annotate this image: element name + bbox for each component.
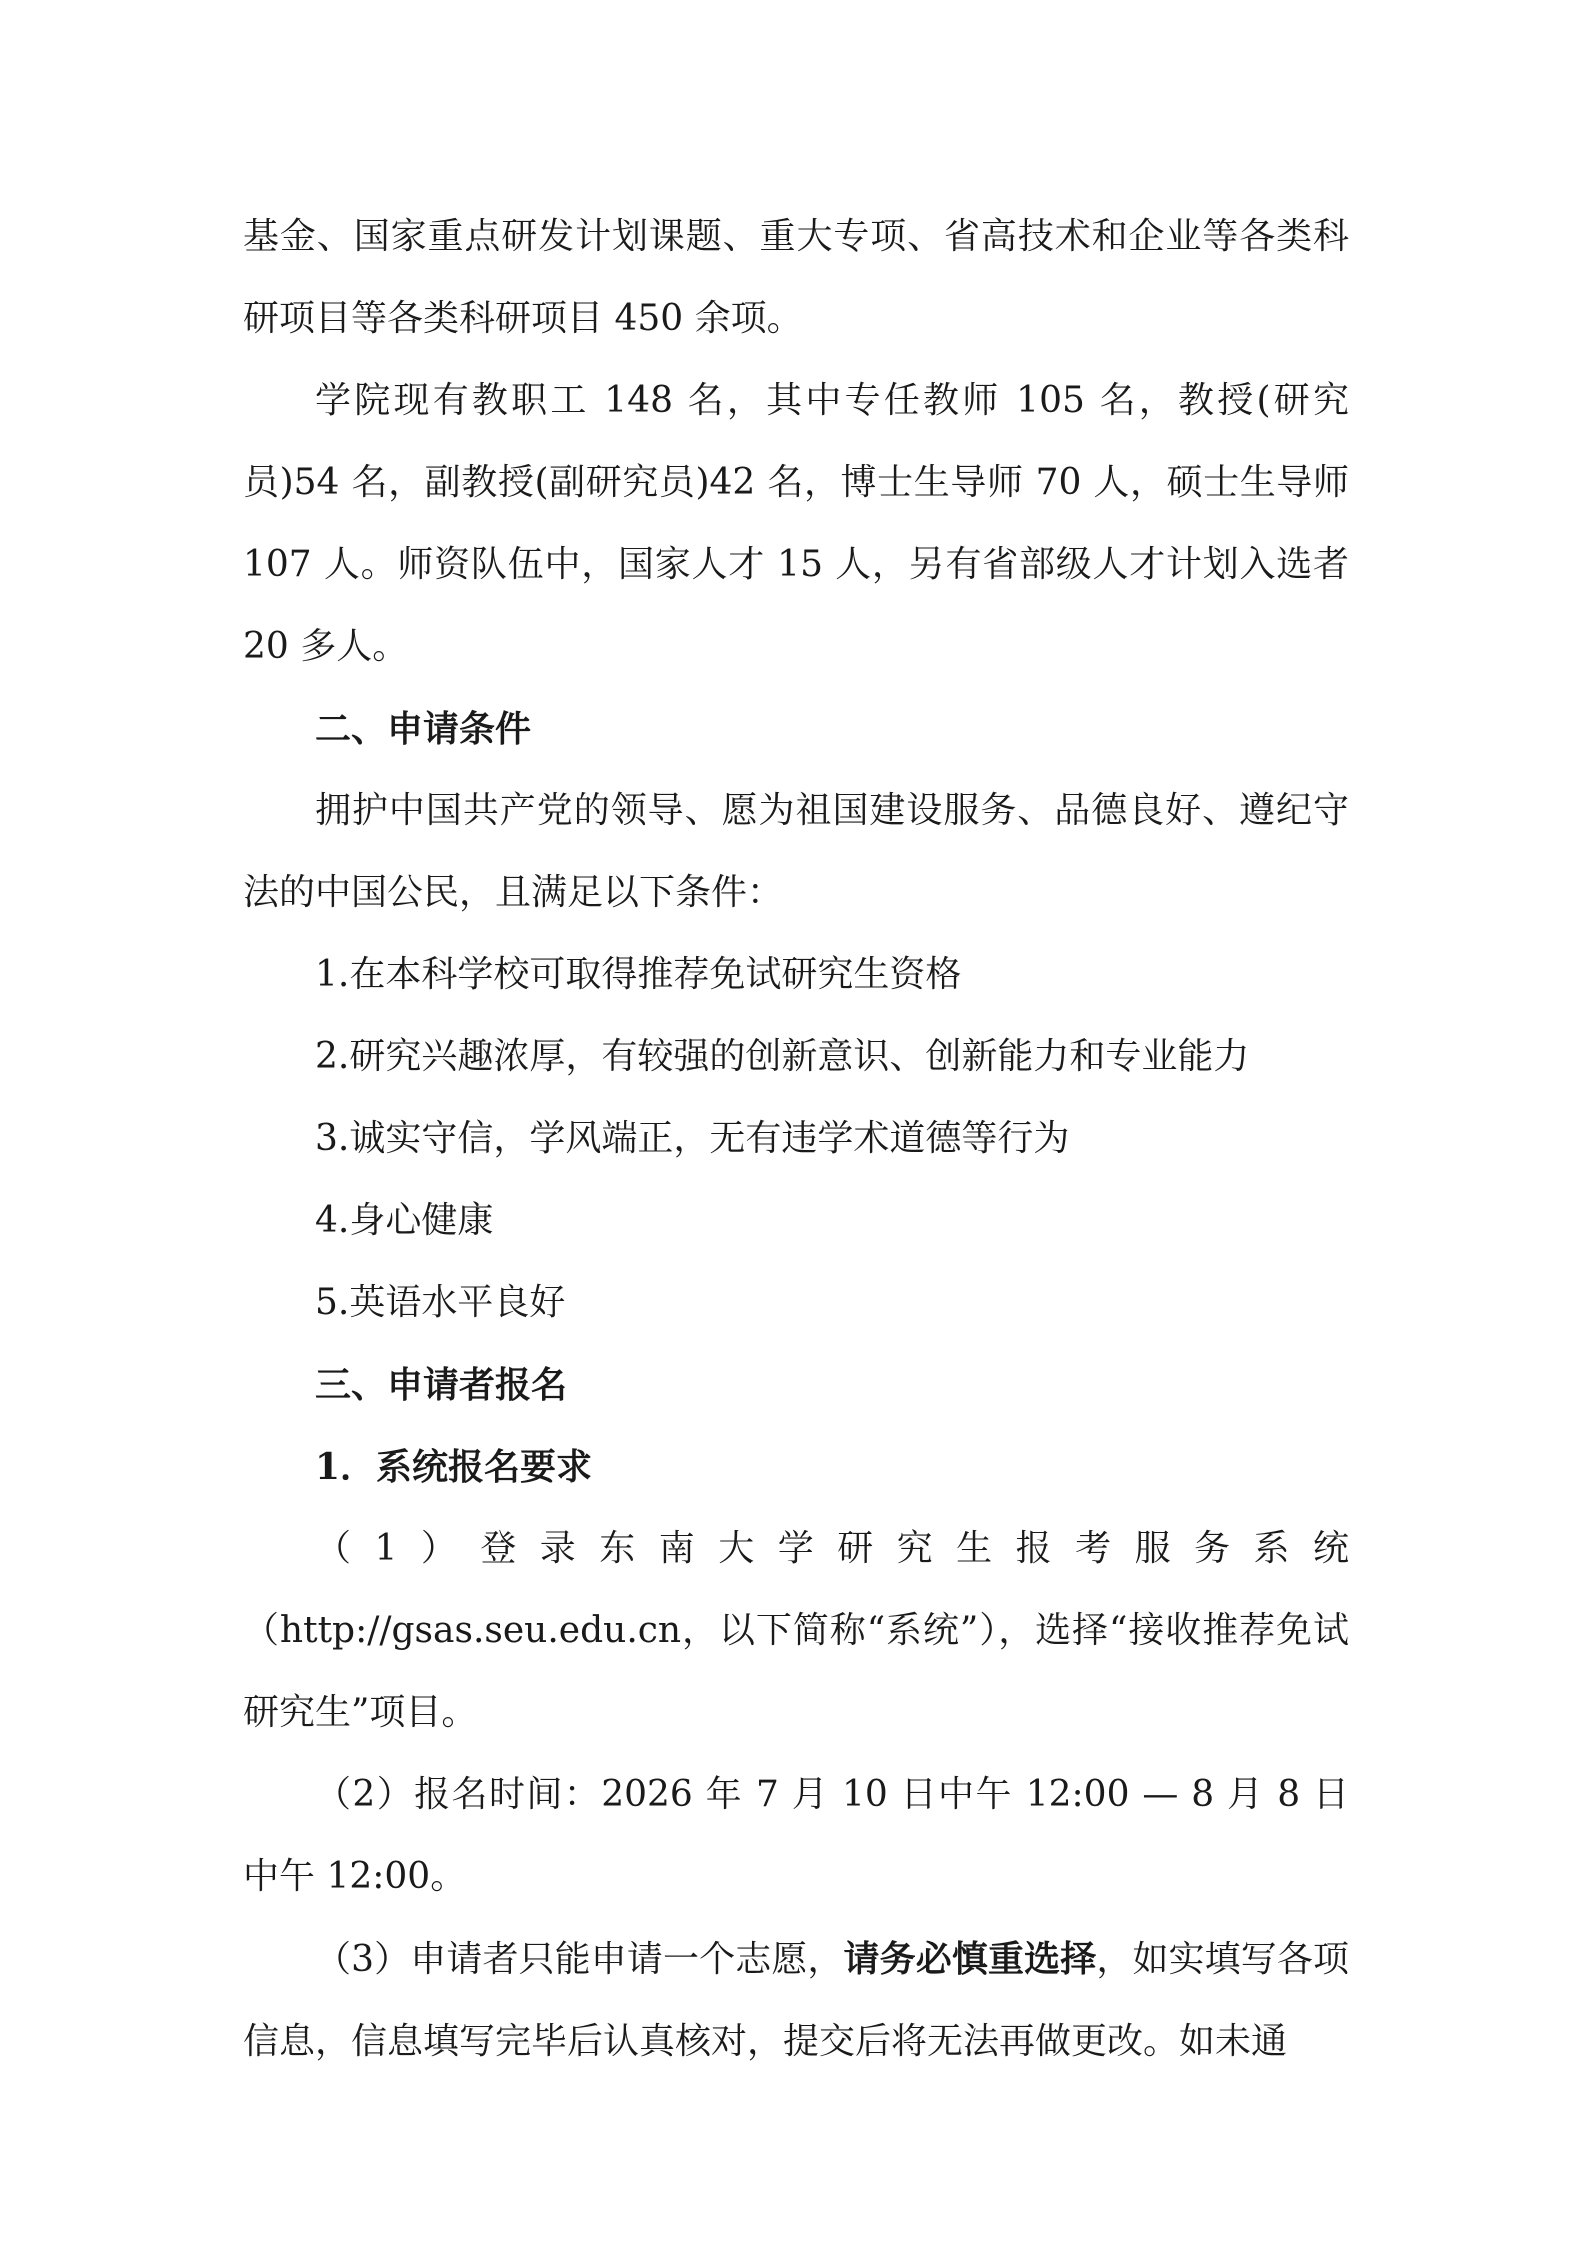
document-body [243,196,1349,2083]
paragraph-single-choice [243,1918,1349,2083]
section-heading-registration: 三、申请者报名 [315,1364,568,1406]
condition-item: 5.英语水平良好 [315,1282,566,1323]
single-choice-text-before: （3）申请者只能申请一个志愿， [315,1939,844,1980]
condition-item: 1.在本科学校可取得推荐免试研究生资格 [315,954,962,995]
single-choice-emphasis: 请务必慎重选择 [843,1938,1097,1980]
section-heading-conditions: 二、申请条件 [315,708,532,750]
paragraph-faculty: 学院现有教职工 148 名，其中专任教师 105 名，教授(研究员)54 名，副教授(副研究员)42 名，博士生导师 70 人，硕士生导师 107 人。师资队伍中，国家人才 15 人，另有省部级人才计划入选者 20 多人。 [243,380,1349,667]
condition-item: 2.研究兴趣浓厚，有较强的创新意识、创新能力和专业能力 [315,1036,1250,1077]
paragraph-conditions-intro: 拥护中国共产党的领导、愿为祖国建设服务、品德良好、遵纪守法的中国公民，且满足以下条件： [243,790,1349,913]
condition-item: 3.诚实守信，学风端正，无有违学术道德等行为 [315,1118,1070,1159]
single-choice-text-after: ，如实填写各项信息，信息填写完毕后认真核对，提交后将无法再做更改。如未通 [243,1939,1349,2062]
paragraph-system-login-rest: （http://gsas.seu.edu.cn，以下简称“系统”），选择“接收推荐免试研究生”项目。 [243,1610,1349,1733]
subsection-heading-system-registration: 1．系统报名要求 [315,1446,593,1488]
paragraph-registration-time: （2）报名时间：2026 年 7 月 10 日中午 12:00 — 8 月 8 日中午 12:00。 [243,1774,1349,1897]
paragraph-system-login-line1: （1）登录东南大学研究生报考服务系统 [315,1528,1349,1569]
paragraph-research-projects: 基金、国家重点研发计划课题、重大专项、省高技术和企业等各类科研项目等各类科研项目 450 余项。 [243,216,1349,339]
condition-item: 4.身心健康 [315,1200,494,1241]
